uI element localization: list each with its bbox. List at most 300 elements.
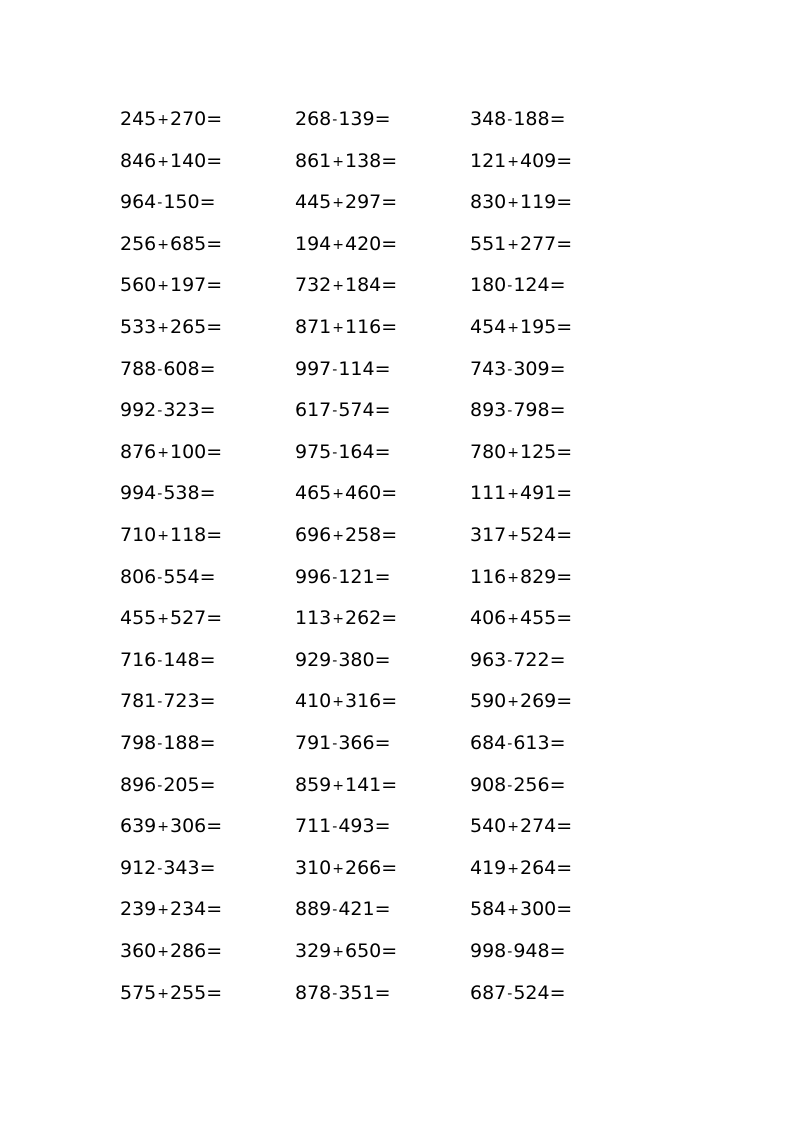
problem-row [0,894,794,924]
equals-sign: = [374,108,391,130]
operand-2: 141 [345,773,382,796]
arithmetic-problem [120,853,216,883]
operator: + [507,611,519,628]
problem-row [0,437,794,467]
operand-1: 584 [470,898,507,921]
operand-2: 491 [520,482,557,505]
operand-1: 533 [120,316,157,338]
arithmetic-problem [295,645,391,675]
operand-1: 540 [470,815,507,838]
equals-sign: = [199,191,216,214]
equals-sign: = [199,357,216,380]
arithmetic-problem [295,478,397,508]
operand-1: 113 [295,607,332,630]
operator: + [332,278,344,295]
operator: + [507,819,519,836]
operand-1: 994 [120,482,157,505]
operator: - [507,403,513,420]
operator: - [332,444,338,461]
operand-1: 996 [295,565,332,588]
equals-sign: = [549,648,566,671]
operand-1: 445 [295,191,332,214]
operator: - [507,361,513,378]
operand-2: 366 [338,732,375,754]
arithmetic-problem [120,603,222,633]
arithmetic-problem [470,104,566,134]
operand-2: 274 [520,815,557,838]
arithmetic-problem [295,728,391,758]
equals-sign: = [199,565,216,588]
equals-sign: = [556,232,573,255]
arithmetic-problem [295,437,391,467]
problem-row [0,520,794,550]
operator: + [157,153,169,170]
operand-2: 524 [520,524,557,546]
equals-sign: = [549,108,566,130]
operand-2: 300 [520,898,557,921]
operand-1: 116 [470,565,507,588]
operator: - [332,112,338,128]
operand-1: 329 [295,940,332,962]
arithmetic-problem [295,978,391,1008]
equals-sign: = [381,773,398,796]
operand-2: 100 [170,440,207,463]
operator: + [332,195,344,212]
arithmetic-problem [470,312,572,342]
arithmetic-problem [120,312,222,342]
operator: + [157,112,169,128]
operator: + [332,944,344,960]
equals-sign: = [556,482,573,505]
operand-1: 912 [120,856,157,879]
equals-sign: = [556,607,573,630]
operand-1: 788 [120,357,157,380]
operand-1: 639 [120,815,157,838]
equals-sign: = [374,357,391,380]
operand-1: 687 [470,981,507,1004]
operand-2: 195 [520,316,557,338]
operand-2: 316 [345,690,382,713]
operator: + [507,236,519,253]
operand-2: 650 [345,940,382,962]
arithmetic-problem [120,478,216,508]
equals-sign: = [199,732,216,754]
arithmetic-problem [470,146,572,176]
operand-2: 197 [170,274,207,297]
operand-1: 806 [120,565,157,588]
operand-1: 893 [470,399,507,422]
operand-2: 685 [170,232,207,255]
operand-1: 617 [295,399,332,422]
equals-sign: = [206,316,223,338]
operand-2: 124 [513,274,550,297]
operand-1: 997 [295,357,332,380]
equals-sign: = [199,773,216,796]
operand-2: 164 [338,440,375,463]
operator: + [332,153,344,170]
operator: + [332,528,344,544]
operand-2: 121 [338,565,375,588]
operand-2: 723 [163,690,200,713]
arithmetic-problem [470,853,572,883]
arithmetic-problem [295,936,397,966]
operand-1: 876 [120,440,157,463]
operator: - [332,569,338,586]
arithmetic-problem [295,520,397,550]
problem-row [0,354,794,384]
operator: - [332,403,338,420]
arithmetic-problem [120,562,216,592]
arithmetic-problem [470,354,566,384]
equals-sign: = [374,815,391,838]
operator: - [332,736,338,752]
problem-row [0,978,794,1008]
operand-2: 829 [520,565,557,588]
operand-1: 180 [470,274,507,297]
operand-2: 116 [345,316,382,338]
arithmetic-problem [120,978,222,1008]
equals-sign: = [206,232,223,255]
problem-row [0,146,794,176]
operator: + [157,985,169,1002]
operand-2: 269 [520,690,557,713]
operand-2: 613 [513,732,550,754]
operator: + [332,694,344,711]
equals-sign: = [381,232,398,255]
arithmetic-problem [470,978,566,1008]
arithmetic-problem [470,187,572,217]
operand-2: 148 [163,648,200,671]
problem-row [0,645,794,675]
operand-2: 948 [513,940,550,962]
operator: - [157,403,163,420]
operator: + [157,902,169,919]
equals-sign: = [549,732,566,754]
operand-2: 262 [345,607,382,630]
arithmetic-problem [295,270,397,300]
equals-sign: = [381,607,398,630]
operator: - [157,860,163,877]
arithmetic-problem [295,811,391,841]
operator: + [507,486,519,503]
equals-sign: = [206,440,223,463]
equals-sign: = [381,316,398,338]
arithmetic-problem [120,104,222,134]
operand-2: 309 [513,357,550,380]
arithmetic-problem [120,146,222,176]
equals-sign: = [381,482,398,505]
equals-sign: = [206,274,223,297]
operand-2: 286 [170,940,207,962]
operator: + [507,694,519,711]
operand-1: 998 [470,940,507,962]
arithmetic-problem [120,770,216,800]
equals-sign: = [206,815,223,838]
arithmetic-problem [470,603,572,633]
operator: + [507,320,519,336]
equals-sign: = [374,440,391,463]
arithmetic-problem [295,104,391,134]
operand-1: 454 [470,316,507,338]
operator: - [507,944,513,960]
arithmetic-problem [295,603,397,633]
operand-2: 574 [338,399,375,422]
arithmetic-problem [295,894,391,924]
equals-sign: = [556,898,573,921]
equals-sign: = [199,690,216,713]
operand-2: 188 [513,108,550,130]
operand-1: 716 [120,648,157,671]
equals-sign: = [381,274,398,297]
operator: - [507,278,513,295]
operand-1: 964 [120,191,157,214]
operand-1: 121 [470,149,507,172]
arithmetic-problem [120,520,222,550]
equals-sign: = [206,981,223,1004]
operand-1: 194 [295,232,332,255]
operator: + [332,236,344,253]
operand-1: 455 [120,607,157,630]
equals-sign: = [556,316,573,338]
operator: + [157,278,169,295]
operand-2: 139 [338,108,375,130]
operand-2: 421 [338,898,375,921]
operator: - [332,819,338,836]
operator: - [157,652,163,669]
operand-1: 360 [120,940,157,962]
equals-sign: = [556,149,573,172]
operand-1: 239 [120,898,157,921]
operand-2: 140 [170,149,207,172]
equals-sign: = [206,149,223,172]
equals-sign: = [549,357,566,380]
problem-row [0,104,794,134]
operand-1: 575 [120,981,157,1004]
operator: - [157,569,163,586]
equals-sign: = [381,940,398,962]
operand-1: 710 [120,524,157,546]
operand-2: 264 [520,856,557,879]
operand-2: 554 [163,565,200,588]
arithmetic-problem [470,270,566,300]
equals-sign: = [549,773,566,796]
operand-1: 743 [470,357,507,380]
operand-2: 323 [163,399,200,422]
problem-row [0,395,794,425]
problem-row [0,478,794,508]
operand-1: 963 [470,648,507,671]
arithmetic-problem [470,395,566,425]
operator: - [157,486,163,503]
operand-2: 527 [170,607,207,630]
operand-1: 975 [295,440,332,463]
operand-2: 270 [170,108,207,130]
operator: - [157,361,163,378]
arithmetic-problem [295,354,391,384]
arithmetic-problem [295,562,391,592]
operand-1: 781 [120,690,157,713]
operand-1: 732 [295,274,332,297]
operator: - [332,902,338,919]
arithmetic-problem [120,811,222,841]
operand-2: 297 [345,191,382,214]
operator: - [157,195,163,212]
arithmetic-problem [120,686,216,716]
arithmetic-problem [120,645,216,675]
operator: + [157,611,169,628]
equals-sign: = [199,648,216,671]
operand-2: 256 [513,773,550,796]
operand-2: 205 [163,773,200,796]
equals-sign: = [206,524,223,546]
operand-2: 455 [520,607,557,630]
operator: + [157,236,169,253]
operand-2: 420 [345,232,382,255]
operator: - [332,652,338,669]
operator: + [157,444,169,461]
operator: + [157,320,169,336]
equals-sign: = [374,399,391,422]
equals-sign: = [206,607,223,630]
operand-1: 791 [295,732,332,754]
operator: - [507,652,513,669]
arithmetic-problem [120,354,216,384]
problem-row [0,312,794,342]
operator: - [507,777,513,794]
operand-1: 268 [295,108,332,130]
arithmetic-problem [470,686,572,716]
operand-1: 992 [120,399,157,422]
arithmetic-problem [295,395,391,425]
operand-2: 409 [520,149,557,172]
equals-sign: = [199,856,216,879]
operator: - [157,777,163,794]
operand-2: 150 [163,191,200,214]
arithmetic-problem [120,894,222,924]
arithmetic-problem [470,728,566,758]
problem-row [0,853,794,883]
operand-1: 889 [295,898,332,921]
operand-2: 343 [163,856,200,879]
arithmetic-problem [470,645,566,675]
operand-1: 711 [295,815,332,838]
operator: + [507,153,519,170]
arithmetic-problem [120,728,216,758]
problem-row [0,770,794,800]
arithmetic-problem [470,811,572,841]
operator: + [157,819,169,836]
equals-sign: = [556,565,573,588]
equals-sign: = [374,981,391,1004]
operand-1: 830 [470,191,507,214]
arithmetic-problem [470,936,566,966]
operator: + [332,860,344,877]
arithmetic-problem [295,312,397,342]
operand-1: 896 [120,773,157,796]
operator: + [507,569,519,586]
operand-1: 551 [470,232,507,255]
operand-2: 188 [163,732,200,754]
arithmetic-problem [470,229,572,259]
operand-2: 114 [338,357,375,380]
arithmetic-problem [120,187,216,217]
operator: + [332,611,344,628]
arithmetic-problem [470,894,572,924]
arithmetic-problem [295,686,397,716]
operand-1: 859 [295,773,332,796]
operator: - [157,694,163,711]
operand-2: 608 [163,357,200,380]
operator: - [332,361,338,378]
equals-sign: = [556,856,573,879]
problem-row [0,686,794,716]
equals-sign: = [549,399,566,422]
equals-sign: = [206,940,223,962]
operand-2: 798 [513,399,550,422]
operand-1: 111 [470,482,507,505]
operand-2: 138 [345,149,382,172]
operand-1: 929 [295,648,332,671]
operand-2: 277 [520,232,557,255]
problem-row [0,728,794,758]
operand-1: 406 [470,607,507,630]
operand-1: 684 [470,732,507,754]
operand-2: 125 [520,440,557,463]
operand-1: 465 [295,482,332,505]
operator: - [332,985,338,1002]
problem-row [0,562,794,592]
operand-2: 351 [338,981,375,1004]
equals-sign: = [374,898,391,921]
arithmetic-problem [295,770,397,800]
operand-1: 861 [295,149,332,172]
operand-1: 245 [120,108,157,130]
equals-sign: = [556,815,573,838]
operand-2: 118 [170,524,207,546]
problem-row [0,229,794,259]
operand-2: 255 [170,981,207,1004]
operand-2: 460 [345,482,382,505]
operand-2: 265 [170,316,207,338]
arithmetic-problem [120,229,222,259]
operand-2: 258 [345,524,382,546]
problem-row [0,811,794,841]
arithmetic-problem [470,562,572,592]
operand-1: 878 [295,981,332,1004]
operand-2: 722 [513,648,550,671]
operand-2: 234 [170,898,207,921]
equals-sign: = [549,940,566,962]
equals-sign: = [556,690,573,713]
operand-1: 317 [470,524,507,546]
arithmetic-problem [295,187,397,217]
operand-2: 266 [345,856,382,879]
operand-2: 119 [520,191,557,214]
arithmetic-problem [120,936,222,966]
operand-2: 306 [170,815,207,838]
operator: + [507,528,519,544]
equals-sign: = [556,191,573,214]
problem-row [0,603,794,633]
problem-row [0,187,794,217]
equals-sign: = [199,399,216,422]
operand-2: 184 [345,274,382,297]
operand-1: 798 [120,732,157,754]
operand-1: 696 [295,524,332,546]
arithmetic-problem [295,853,397,883]
operand-1: 590 [470,690,507,713]
operand-2: 524 [513,981,550,1004]
